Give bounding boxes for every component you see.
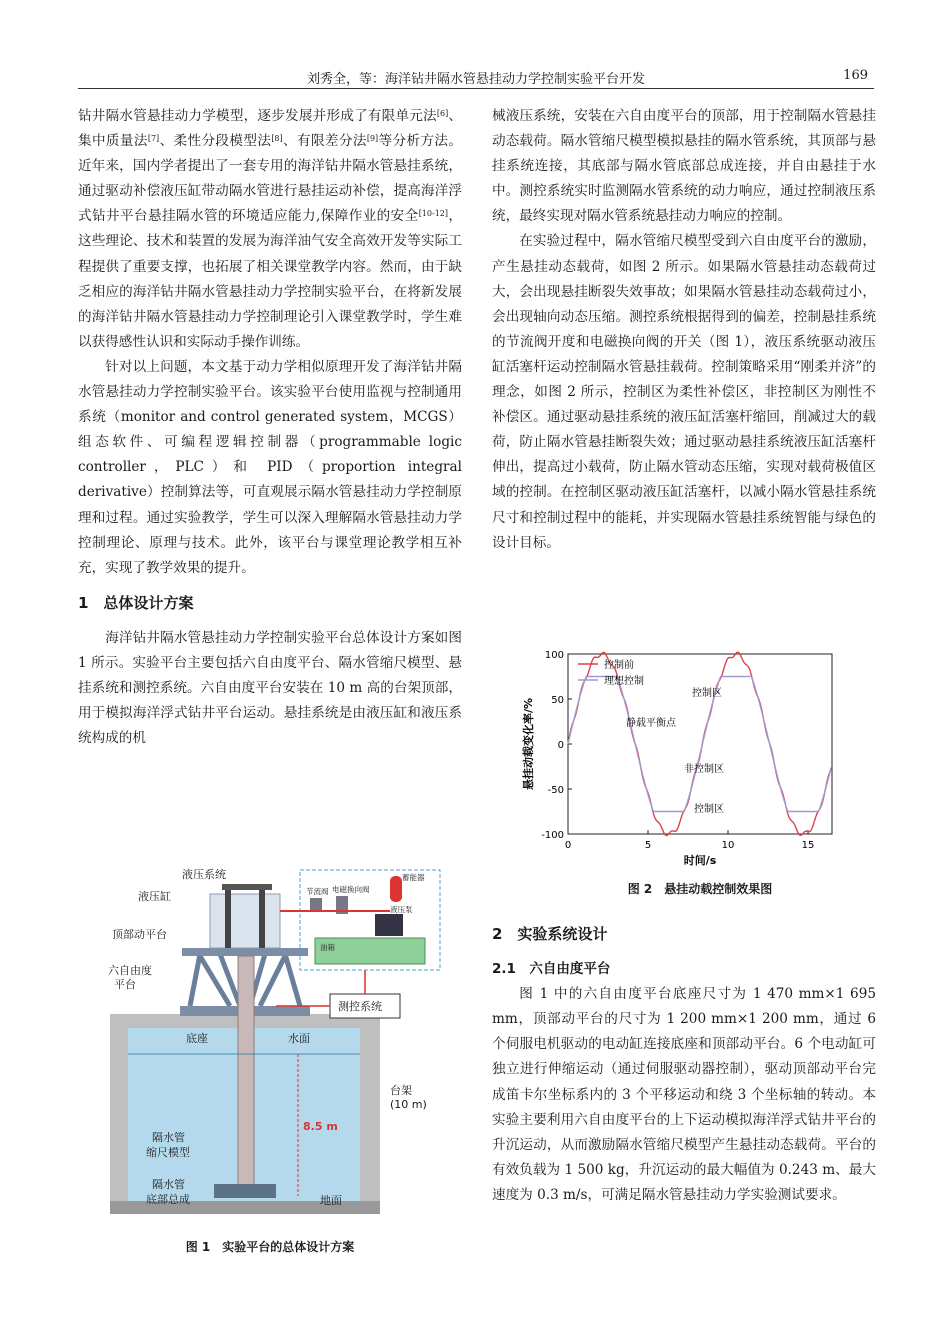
riser-model — [238, 956, 254, 1186]
label-model-2: 缩尺模型 — [146, 1146, 190, 1159]
top-platform-plate — [182, 948, 308, 956]
figure-1-caption: 图 1 实验平台的总体设计方案 — [185, 1240, 355, 1254]
y-tick-label: 50 — [551, 695, 564, 706]
y-tick-label: 0 — [557, 740, 564, 751]
label-bottom-2: 底部总成 — [146, 1193, 190, 1206]
paragraph: 械液压系统，安装在六自由度平台的顶部，用于控制隔水管悬挂动态载荷。隔水管缩尺模型模拟悬挂的隔水管系统，其顶部与悬挂系统连接，其底部与隔水管底部总成连接，并自由悬挂于水中。测控系统实时监测隔水管系统的动力响应，通过控制液压系统，最终实现对隔水管系统悬挂动力响应的控制。 — [492, 108, 876, 225]
label-tank: 油箱 — [320, 943, 335, 952]
x-tick-label: 0 — [564, 840, 572, 851]
label-cylinder: 液压缸 — [138, 890, 171, 903]
paragraph: 钻井隔水管悬挂动力学模型，逐步发展并形成了有限单元法[6]、集中质量法[7]、柔性分段模型法[8]、有限差分法[9]等分析方法。近年来，国内学者提出了一套专用的海洋钻井隔水管悬挂系统，通过驱动补偿液压缸带动隔水管进行悬挂运动补偿，提高海洋浮式钻井平台悬挂隔水管的环境适应能力,保障作业的安全[10-12]，这些理论、技术和装置的发展为海洋油气安全高效开发等实际工程提供了重要支撑，也拓展了相关课堂教学内容。然而，由于缺乏相应的海洋钻井隔水管悬挂动力学控制实验平台，在将新发展的海洋钻井隔水管悬挂动力学控制理论引入课堂教学时，学生难以获得感性认识和实际动手操作训练。 — [78, 108, 463, 350]
pump — [375, 914, 403, 936]
label-pump: 液压泵 — [390, 905, 413, 914]
label-solenoid: 电磁换向阀 — [332, 885, 370, 894]
throttle-valve — [310, 898, 322, 910]
running-header — [78, 66, 874, 89]
citation[interactable]: [9] — [366, 134, 379, 144]
label-bottom-1: 隔水管 — [152, 1178, 185, 1191]
citation[interactable]: [6] — [436, 109, 449, 118]
section-heading: 2 实验系统设计 — [492, 925, 608, 943]
subsection-heading: 2.1 六自由度平台 — [492, 961, 611, 978]
figure-1-schematic — [100, 856, 450, 1226]
citation[interactable]: [8] — [271, 134, 283, 144]
paragraph: 海洋钻井隔水管悬挂动力学控制实验平台总体设计方案如图 1 所示。实验平台主要包括六自由度平台、隔水管缩尺模型、悬挂系统和测控系统。六自由度平台安装在 10 m 高的台架顶部，用于模拟海洋浮式钻井平台运动。悬挂系统是由液压缸和液压系统构成的机 — [78, 629, 462, 747]
depth-label: 8.5 m — [303, 1120, 338, 1133]
label-rack-2: (10 m) — [390, 1098, 427, 1111]
figure-2-caption: 图 2 悬挂动载控制效果图 — [627, 882, 773, 896]
paragraph: 针对以上问题，本文基于动力学相似原理开发了海洋钻井隔水管悬挂动力学控制实验平台。该实验平台使用监视与控制通用系统（monitor and control generated system，MCGS）组态软件、可编程逻辑控制器（programmable logic controller，PLC）和 PID（proportion integral derivative）控制算法等，可直观展示隔水管悬挂动力学控制原理和过程。通过实验教学，学生可以深入理解隔水管悬挂动力学控制理论、原理与技术。此外，该平台与课堂理论教学相互补充，实现了教学效果的提升。 — [78, 358, 462, 576]
legend-label: 理想控制 — [604, 676, 644, 687]
label-ground: 地面 — [320, 1194, 342, 1207]
hydraulic-cylinder — [210, 894, 280, 948]
figure-2-chart — [520, 640, 850, 872]
y-tick-label: 100 — [544, 650, 564, 661]
y-tick-label: -100 — [541, 830, 564, 841]
chart-annotation: 静载平衡点 — [626, 718, 676, 729]
citation[interactable]: [10-12] — [418, 209, 448, 219]
label-model-1: 隔水管 — [152, 1131, 185, 1144]
y-axis-label: 悬挂动载变化率/% — [522, 697, 535, 791]
x-tick-label: 10 — [721, 840, 735, 851]
section-heading: 1 总体设计方案 — [78, 593, 194, 612]
x-tick-label: 15 — [801, 840, 815, 851]
chart-annotation: 控制区 — [692, 688, 722, 699]
x-axis-label: 时间/s — [683, 854, 717, 867]
label-hydraulic-system: 液压系统 — [182, 868, 226, 881]
chart-annotation: 控制区 — [694, 804, 724, 815]
paragraph: 在实验过程中，隔水管缩尺模型受到六自由度平台的激励，产生悬挂动态载荷，如图 2 所示。如果隔水管悬挂动态载荷过大，会出现悬挂断裂失效事故；如果隔水管悬挂动态载荷过小，会出现轴向动态压缩。测控系统根据得到的偏差，控制悬挂系统的节流阀开度和电磁换向阀的开关（图 1），液压系统驱动液压缸活塞杆运动控制隔水管悬挂载荷。控制策略采用“刚柔并济”的理念，如图 2 所示，控制区为柔性补偿区，非控制区为刚性不补偿区。通过驱动悬挂系统的液压缸活塞杆缩回，削减过大的载荷，防止隔水管悬挂断裂失效；通过驱动悬挂系统液压缸活塞杆伸出，提高过小载荷，防止隔水管动态压缩，实现对载荷极值区域的控制。在控制区驱动液压缸活塞杆，以减小隔水管悬挂系统尺寸和控制过程中的能耗，并实现隔水管悬挂系统智能与绿色的设计目标。 — [492, 233, 876, 551]
riser-bottom-assembly — [214, 1184, 276, 1198]
citation[interactable]: [7] — [147, 134, 160, 144]
label-control: 测控系统 — [338, 1000, 382, 1013]
label-throttle: 节流阀 — [306, 887, 329, 896]
label-accumulator: 蓄能器 — [402, 873, 425, 882]
paragraph: 图 1 中的六自由度平台底座尺寸为 1 470 mm×1 695 mm，顶部动平台的尺寸为 1 200 mm×1 200 mm，通过 6 个伺服电机驱动的电动缸连接底座和顶部动平台。6 个电动缸可独立进行伸缩运动（通过伺服驱动器控制），驱动顶部动平台完成笛卡尔坐标系内的 3 个平移运动和绕 3 个坐标轴的转动。本实验主要利用六自由度平台的上下运动模拟海洋浮式钻井平台的升沉运动，从而激励隔水管缩尺模型产生悬挂动态载荷。平台的有效负载为 1 500 kg，升沉运动的最大幅值为 0.243 m、最大速度为 0.3 m/s，可满足隔水管悬挂动力学实验测试要求。 — [492, 986, 876, 1203]
y-tick-label: -50 — [547, 785, 564, 796]
label-six-dof-1: 六自由度 — [108, 964, 152, 977]
left-column — [78, 104, 462, 751]
label-six-dof-2: 平台 — [114, 978, 136, 991]
right-column-top — [492, 104, 876, 556]
legend-label: 控制前 — [604, 660, 634, 671]
accumulator — [390, 876, 402, 902]
label-water: 水面 — [288, 1032, 310, 1045]
chart-annotation: 非控制区 — [684, 764, 724, 775]
cylinder-top — [222, 884, 272, 890]
right-column-bottom — [492, 922, 876, 1208]
page-number: 169 — [843, 68, 868, 83]
label-top-platform: 顶部动平台 — [112, 928, 167, 941]
running-title: 刘秀全，等：海洋钻井隔水管悬挂动力学控制实验平台开发 — [306, 72, 645, 87]
x-tick-label: 5 — [644, 840, 652, 851]
label-rack-1: 台架 — [390, 1084, 412, 1097]
label-base: 底座 — [186, 1032, 208, 1045]
